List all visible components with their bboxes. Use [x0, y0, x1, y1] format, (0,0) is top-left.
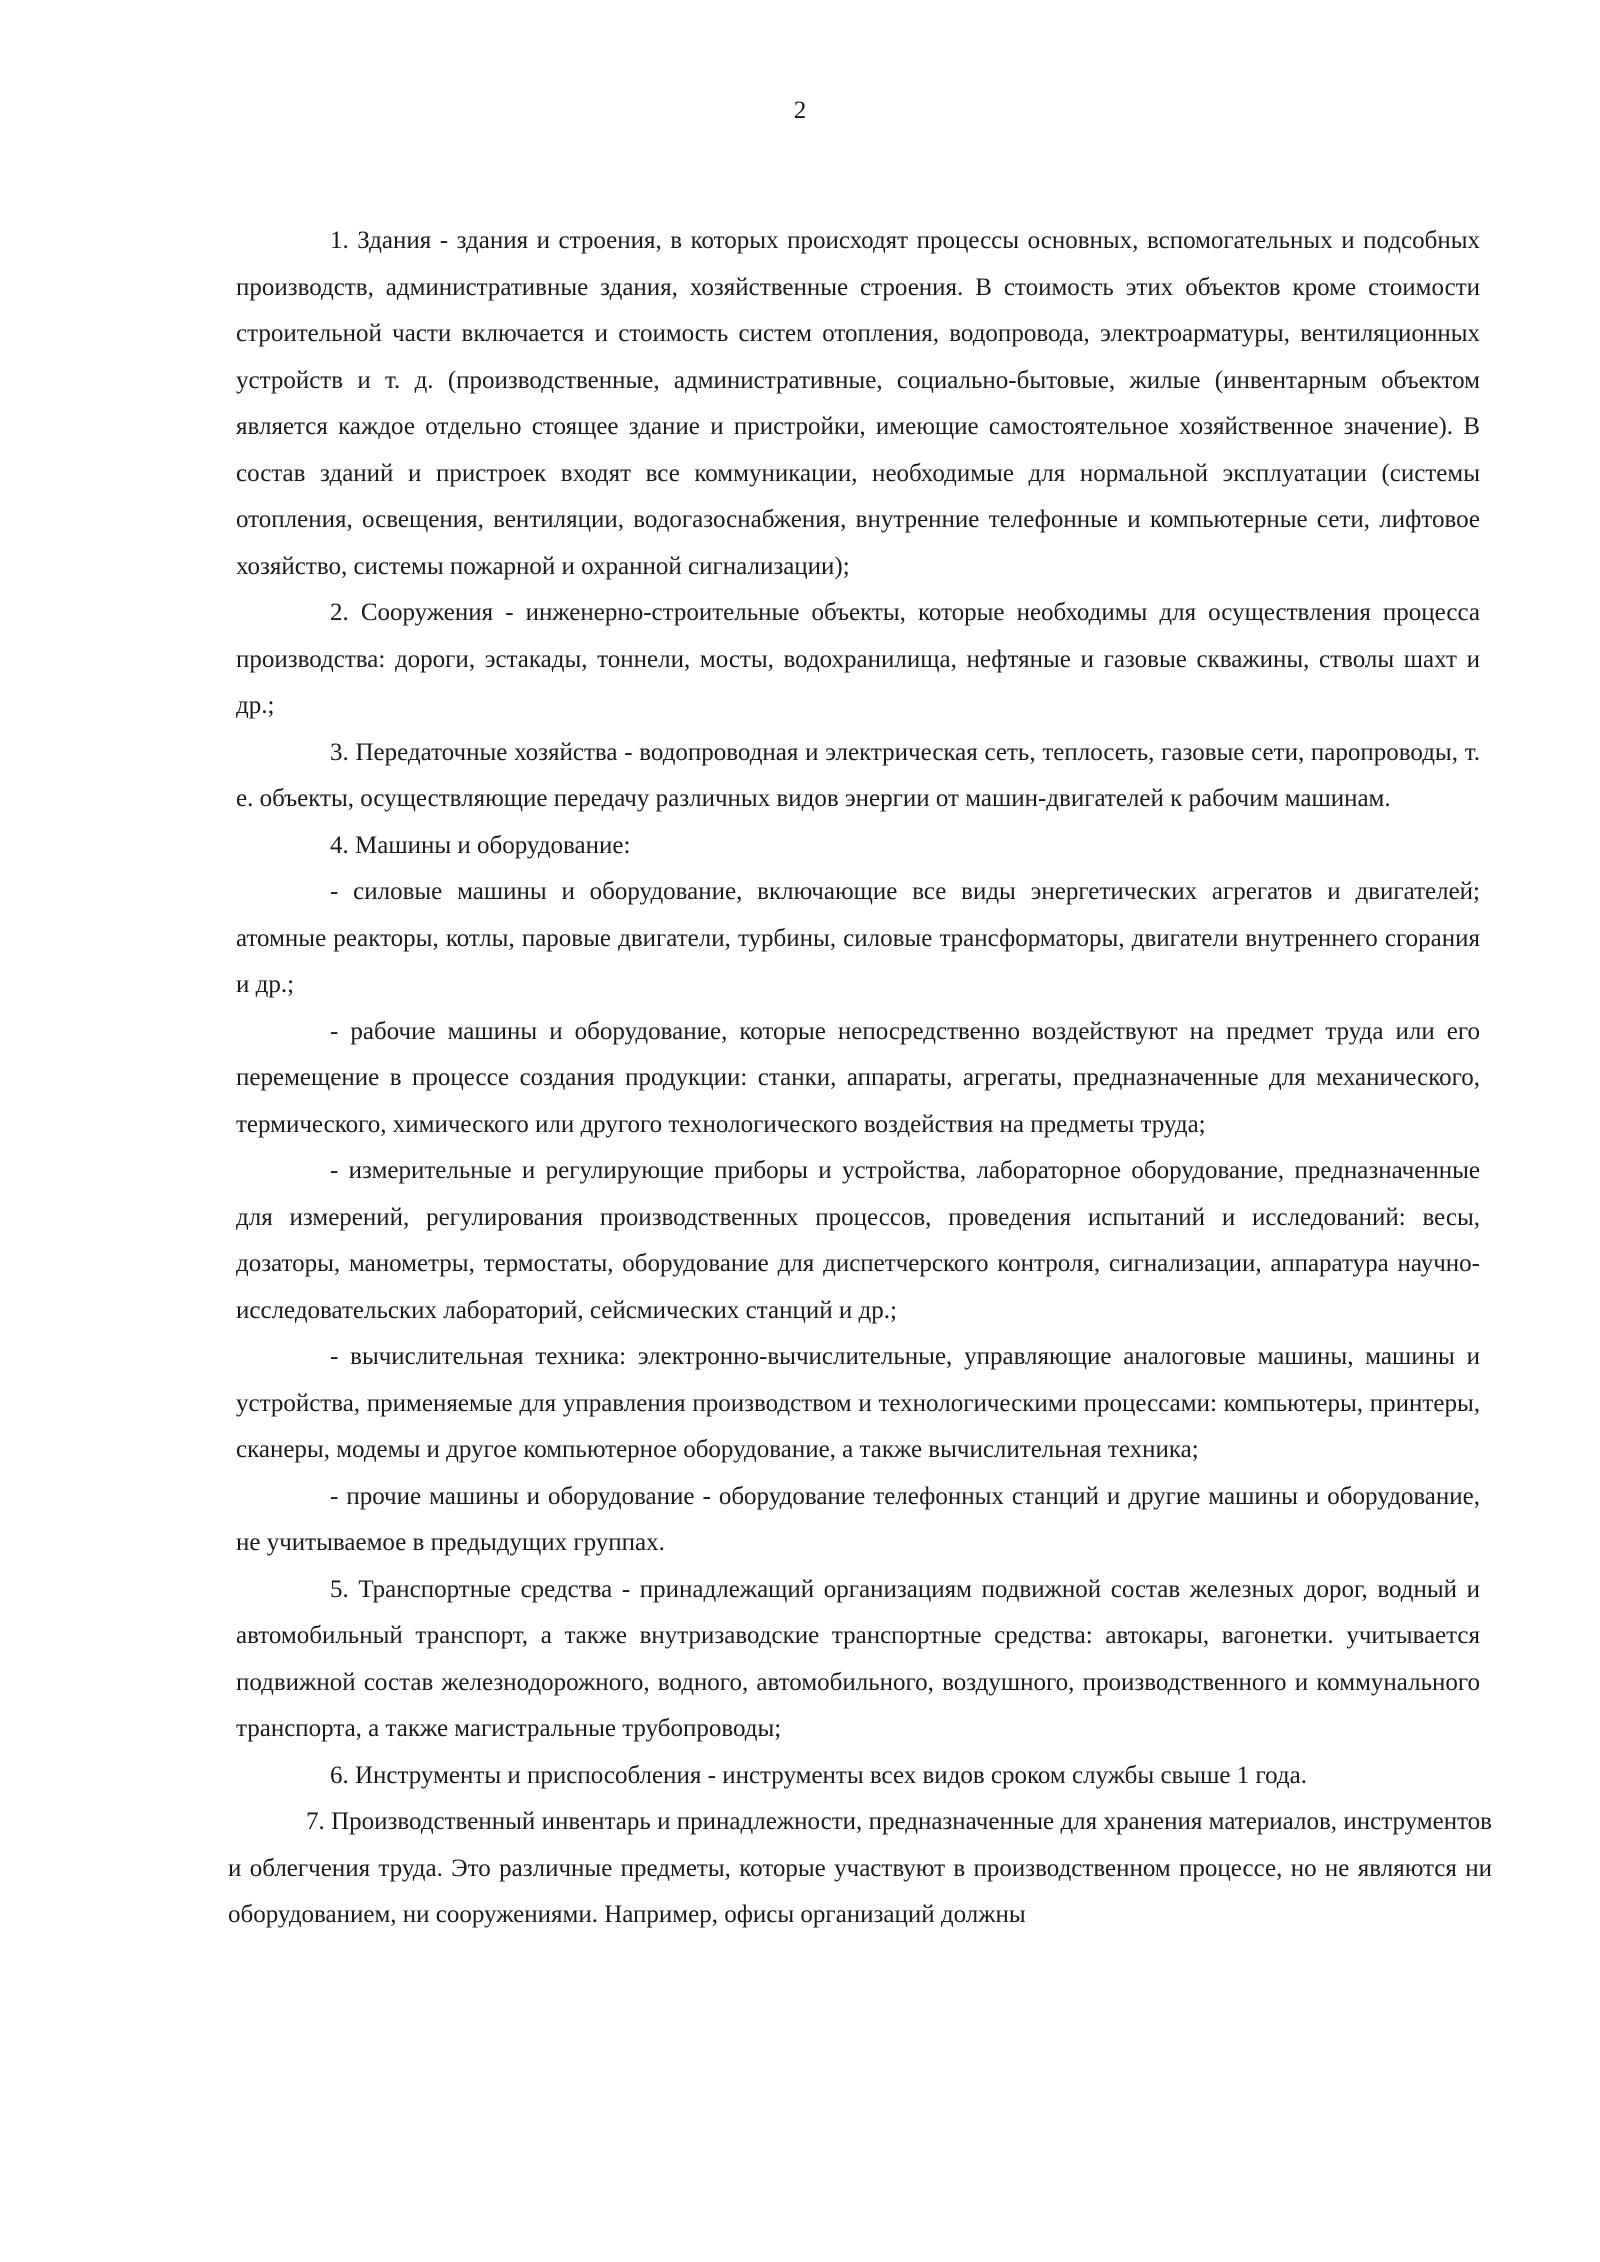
paragraph-tools: 6. Инструменты и приспособления - инструменты всех видов сроком службы свыше 1 года. [330, 1761, 1307, 1789]
page-number: 2 [793, 97, 807, 124]
paragraph-inventory: 7. Производственный инвентарь и принадлежности, предназначенные для хранения материалов, инструментов и облегчения труда. Это различные предметы, которые участвуют в производственном процессе, но не являются ни оборудованием, ни сооружениями. Например, офисы организаций должны [228, 1808, 1492, 1928]
paragraph-working-machines: - рабочие машины и оборудование, которые непосредственно воздействуют на предмет труда или его перемещение в процессе создания продукции: станки, аппараты, агрегаты, предназначенные для механического, термического, химического или другого технологического воздействия на предметы труда; [236, 1017, 1480, 1138]
paragraph-measuring-devices: - измерительные и регулирующие приборы и устройства, лабораторное оборудование, предназначенные для измерений, регулирования производственных процессов, проведения испытаний и исследований: весы, дозаторы, манометры, термостаты, оборудование для диспетчерского контроля, сигнализации, аппаратура научно-исследовательских лабораторий, сейсмических станций и др.; [236, 1157, 1480, 1324]
paragraph-power-machines: - силовые машины и оборудование, включающие все виды энергетических агрегатов и двигателей; атомные реакторы, котлы, паровые двигатели, турбины, силовые трансформаторы, двигатели внутреннего сгорания и др.; [236, 878, 1480, 998]
paragraph-vehicles: 5. Транспортные средства - принадлежащий организациям подвижной состав железных дорог, водный и автомобильный транспорт, а также внутризаводские транспортные средства: автокары, вагонетки. учитывается подвижной состав железнодорожного, водного, автомобильного, воздушного, производственного и коммунального транспорта, а также магистральные трубопроводы; [236, 1575, 1480, 1742]
paragraph-other-machines: - прочие машины и оборудование - оборудование телефонных станций и другие машины и оборудование, не учитываемое в предыдущих группах. [236, 1482, 1480, 1556]
document-body [228, 218, 1492, 1939]
paragraph-buildings: 1. Здания - здания и строения, в которых происходят процессы основных, вспомогательных и подсобных производств, административные здания, хозяйственные строения. В стоимость этих объектов кроме стоимости строительной части включается и стоимость систем отопления, водопровода, электроарматуры, вентиляционных устройств и т. д. (производственные, административные, социально-бытовые, жилые (инвентарным объектом является каждое отдельно стоящее здание и пристройки, имеющие самостоятельное хозяйственное значение). В состав зданий и пристроек входят все коммуникации, необходимые для нормальной эксплуатации (системы отопления, освещения, вентиляции, водогазоснабжения, внутренние телефонные и компьютерные сети, лифтовое хозяйство, системы пожарной и охранной сигнализации); [236, 227, 1480, 580]
paragraph-structures: 2. Сооружения - инженерно-строительные объекты, которые необходимы для осуществления процесса производства: дороги, эстакады, тоннели, мосты, водохранилища, нефтяные и газовые скважины, стволы шахт и др.; [236, 599, 1480, 719]
paragraph-transmission: 3. Передаточные хозяйства - водопроводная и электрическая сеть, теплосеть, газовые сети, паропроводы, т. е. объекты, осуществляющие передачу различных видов энергии от машин-двигателей к рабочим машинам. [236, 738, 1480, 812]
paragraph-machinery-heading: 4. Машины и оборудование: [330, 831, 631, 859]
paragraph-computing: - вычислительная техника: электронно-вычислительные, управляющие аналоговые машины, машины и устройства, применяемые для управления производством и технологическими процессами: компьютеры, принтеры, сканеры, модемы и другое компьютерное оборудование, а также вычислительная техника; [236, 1343, 1480, 1463]
